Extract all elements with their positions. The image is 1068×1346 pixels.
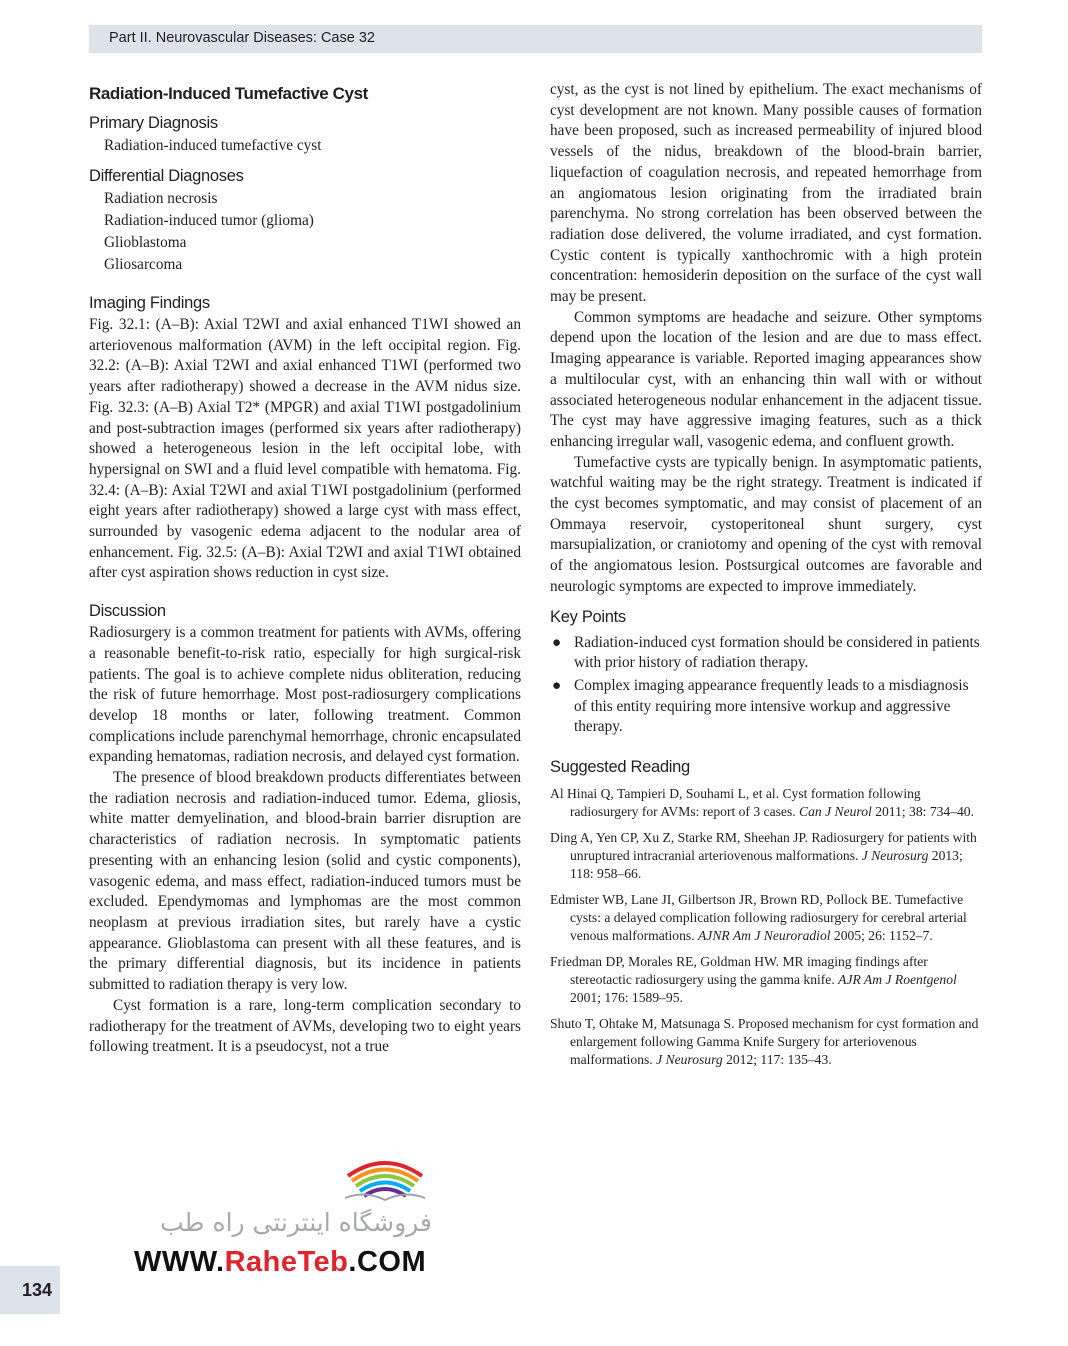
watermark-url: WWW.RaheTeb.COM xyxy=(134,1246,427,1278)
discussion-paragraph: Tumefactive cysts are typically benign. In asymptomatic patients, watchful waiting may be the right strategy. Treatment is indicated if the cyst becomes symptomatic, and may consist of placement of an Ommaya reservoir, cystoperitoneal shunt surgery, cyst marsupialization, or craniotomy and opening of the cyst with removal of the angiomatous lesion. Postsurgical outcomes are favorable and neurologic symptoms are expected to improve immediately. xyxy=(550,453,982,595)
discussion-paragraph: Cyst formation is a rare, long-term complication secondary to radiotherapy for the treatment of AVMs, developing two to eight years following treatment. It is a pseudocyst, not a true xyxy=(89,996,521,1056)
primary-diagnosis-item: Radiation-induced tumefactive cyst xyxy=(104,137,322,154)
key-point-item: ● Complex imaging appearance frequently leads to a misdiagnosis of this entity requiring more intensive workup and aggressive therapy. xyxy=(552,676,969,736)
watermark-persian-text: فروشگاه اینترنتی راه طب xyxy=(160,1208,432,1237)
imaging-findings-heading: Imaging Findings xyxy=(89,294,210,312)
differential-item: Glioblastoma xyxy=(104,234,187,251)
reference-item: Edmister WB, Lane JI, Gilbertson JR, Brown RD, Pollock BE. Tumefactive cysts: a delayed complication following radiosurgery for cerebral arterial venous malformations. AJNR Am J Neuroradiol 2005; 26: 1152–7. xyxy=(550,892,967,944)
imaging-findings-text: Fig. 32.1: (A–B): Axial T2WI and axial enhanced T1WI showed an arteriovenous malformation (AVM) in the left occipital region. Fig. 32.2: (A–B): Axial T2WI and axial enhanced T1WI (performed two years after radiotherapy) showed a decrease in the AVM nidus size. Fig. 32.3: (A–B) Axial T2* (MPGR) and axial T1WI postgadolinium and post-subtraction images (performed six years after radiotherapy) showed a heterogeneous lesion in the left occipital lobe, with hypersignal on SWI and a fluid level compatible with hematoma. Fig. 32.4: (A–B): Axial T2WI and axial T1WI postgadolinium (performed eight years after radiotherapy) showed a large cyst with mass effect, surrounded by vasogenic edema adjacent to the nodular area of enhancement. Fig. 32.5: (A–B): Axial T2WI and axial T1WI obtained after cyst aspiration shows reduction in cyst size. xyxy=(89,316,521,582)
case-title: Radiation-Induced Tumefactive Cyst xyxy=(89,84,368,103)
key-points-list xyxy=(550,633,982,739)
differential-diagnoses-heading: Differential Diagnoses xyxy=(89,167,244,185)
primary-diagnosis-heading: Primary Diagnosis xyxy=(89,114,218,132)
page-number: 134 xyxy=(22,1280,53,1300)
differential-item: Gliosarcoma xyxy=(104,256,183,273)
discussion-paragraph: The presence of blood breakdown products differentiates between the radiation necrosis and radiation-induced tumor. Edema, gliosis, white matter demyelination, and blood-brain barrier disruption are characteristics of radiation necrosis. In symptomatic patients presenting with an enhancing lesion (solid and cystic components), vasogenic edema, and mass effect, radiation-induced tumors must be excluded. Ependymomas and lymphomas are the most common neoplasm at previous irradiation sites, but rarely have a cystic appearance. Glioblastoma can present with all these features, and is the primary differential diagnosis, but its incidence in patients submitted to radiation therapy is very low. xyxy=(89,769,521,994)
differential-item: Radiation-induced tumor (glioma) xyxy=(104,212,314,229)
discussion-paragraph: cyst, as the cyst is not lined by epithelium. The exact mechanisms of cyst development are not known. Many possible causes of formation have been proposed, such as increased permeability of injured blood vessels of the nidus, breakdown of the blood-brain barrier, liquefaction of coagulation necrosis, and repeated hemorrhage from an angiomatous lesion originating from the irradiated brain parenchyma. No strong correlation has been observed between the radiation dose delivered, the volume irradiated, and cyst formation. Cystic content is typically xanthochromic with a high protein concentration: hemosiderin deposition on the surface of the cyst wall may be present. xyxy=(550,81,982,306)
discussion-paragraph: Radiosurgery is a common treatment for patients with AVMs, offering a reasonable benefit-to-risk ratio, especially for high surgical-risk patients. The goal is to achieve complete nidus obliteration, reducing the risk of future hemorrhage. Most post-radiosurgery complications develop 18 months or later, following treatment. Common complications include parenchymal hemorrhage, chronic encapsulated expanding hematomas, radiation necrosis, and delayed cyst formation. xyxy=(89,624,521,766)
discussion-paragraph: Common symptoms are headache and seizure. Other symptoms depend upon the location of the lesion and are due to mass effect. Imaging appearance is variable. Reported imaging appearances show a multilocular cyst, with an enhancing thin wall with or without associated heterogeneous nodular enhancement in the adjacent tissue. The cyst may have aggressive imaging features, such as a thick enhancing irregular wall, vasogenic edema, and confluent growth. xyxy=(550,308,982,450)
left-column xyxy=(89,80,521,1058)
reference-item: Al Hinai Q, Tampieri D, Souhami L, et al. Cyst formation following radiosurgery for AVMs: report of 3 cases. Can J Neurol 2011; 38: 734–40. xyxy=(550,786,975,820)
key-points-heading: Key Points xyxy=(550,607,626,626)
bullet-icon: ● xyxy=(552,633,562,651)
running-header xyxy=(89,25,982,53)
reference-item: Friedman DP, Morales RE, Goldman HW. MR imaging findings after stereotactic radiosurgery using the gamma knife. AJR Am J Roentgenol 2001; 176: 1589–95. xyxy=(550,954,957,1006)
reference-item: Ding A, Yen CP, Xu Z, Starke RM, Sheehan JP. Radiosurgery for patients with unruptured intracranial arteriovenous malformations. J Neurosurg 2013; 118: 958–66. xyxy=(550,830,977,882)
discussion-heading: Discussion xyxy=(89,602,166,621)
right-column xyxy=(550,80,982,1077)
book-logo-icon xyxy=(340,1148,430,1203)
suggested-reading-heading: Suggested Reading xyxy=(550,758,690,777)
differential-item: Radiation necrosis xyxy=(104,190,218,207)
key-point-item: ● Radiation-induced cyst formation should be considered in patients with prior history of radiation therapy. xyxy=(552,633,980,672)
running-header-text: Part II. Neurovascular Diseases: Case 32 xyxy=(109,30,375,46)
reference-item: Shuto T, Ohtake M, Matsunaga S. Proposed mechanism for cyst formation and enlargement following Gamma Knife Surgery for arteriovenous malformations. J Neurosurg 2012; 117: 135–43. xyxy=(550,1016,979,1068)
page-number-box xyxy=(0,1266,60,1314)
bullet-icon: ● xyxy=(552,676,562,694)
